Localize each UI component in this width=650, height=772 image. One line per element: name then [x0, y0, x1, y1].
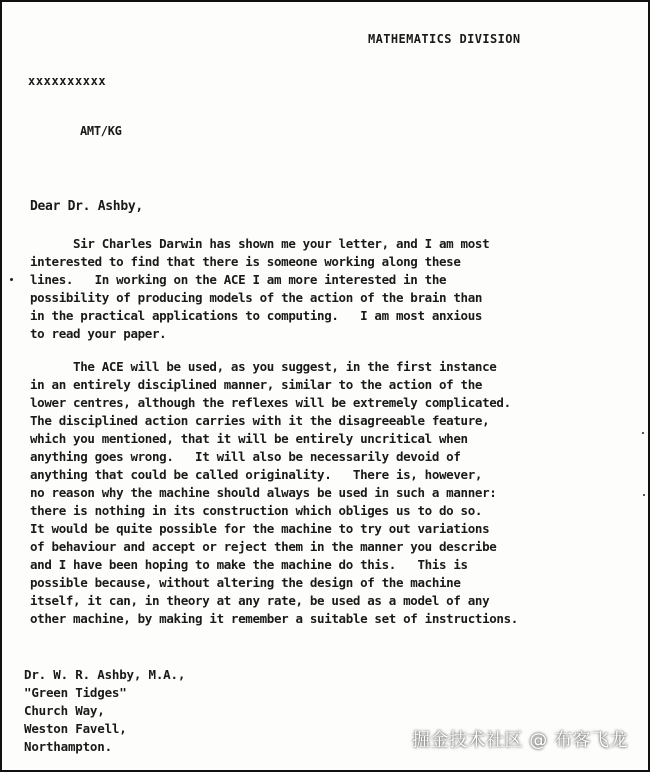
address-line: Church Way,: [24, 703, 105, 718]
paragraph-line: possible because, without altering the design of the machine: [30, 575, 461, 590]
paragraph-line: lines. In working on the ACE I am more interested in the: [30, 272, 447, 287]
paragraph-line: in the practical applications to computing. I am most anxious: [30, 308, 483, 323]
paragraph-2: [30, 358, 518, 628]
address-line: "Green Tidges": [24, 685, 127, 700]
paragraph-line: The disciplined action carries with it the disagreeable feature,: [30, 413, 490, 428]
paragraph-line: there is nothing in its construction which obliges us to do so.: [30, 503, 483, 518]
paragraph-line: It would be quite possible for the machine to try out variations: [30, 521, 490, 536]
paragraph-line: of behaviour and accept or reject them in the manner you describe: [30, 539, 497, 554]
paragraph-line: itself, it can, in theory at any rate, be used as a model of any: [30, 593, 490, 608]
watermark: 掘金技术社区 @ 布客飞龙: [412, 730, 628, 751]
paragraph-1: [30, 235, 489, 343]
address-line: Dr. W. R. Ashby, M.A.,: [24, 667, 186, 682]
paragraph-line: no reason why the machine should always be used in such a manner:: [30, 485, 497, 500]
struck-out-reference: xxxxxxxxxx: [28, 74, 107, 88]
address-line: Weston Favell,: [24, 721, 127, 736]
paragraph-line: other machine, by making it remember a suitable set of instructions.: [30, 611, 518, 626]
scan-speck: [10, 278, 13, 281]
address-line: Northampton.: [24, 739, 112, 754]
paragraph-line: lower centres, although the reflexes will be extremely complicated.: [30, 395, 511, 410]
paragraph-line: which you mentioned, that it will be entirely uncritical when: [30, 431, 468, 446]
scan-speck: [643, 494, 645, 496]
paragraph-line: in an entirely disciplined manner, similar to the action of the: [30, 377, 483, 392]
paragraph-line: and I have been hoping to make the machine do this. This is: [30, 557, 468, 572]
paragraph-line: The ACE will be used, as you suggest, in the first instance: [30, 359, 497, 374]
scan-speck: [642, 432, 644, 434]
paragraph-line: interested to find that there is someone working along these: [30, 254, 461, 269]
salutation: Dear Dr. Ashby,: [30, 199, 143, 214]
paragraph-line: anything goes wrong. It will also be necessarily devoid of: [30, 449, 461, 464]
recipient-address: [24, 666, 185, 756]
reference-code: AMT/KG: [80, 124, 122, 138]
paragraph-line: Sir Charles Darwin has shown me your letter, and I am most: [30, 236, 490, 251]
paragraph-line: possibility of producing models of the action of the brain than: [30, 290, 483, 305]
division-heading: MATHEMATICS DIVISION: [368, 32, 521, 46]
paragraph-line: to read your paper.: [30, 326, 167, 341]
paragraph-line: anything that could be called originality. There is, however,: [30, 467, 483, 482]
